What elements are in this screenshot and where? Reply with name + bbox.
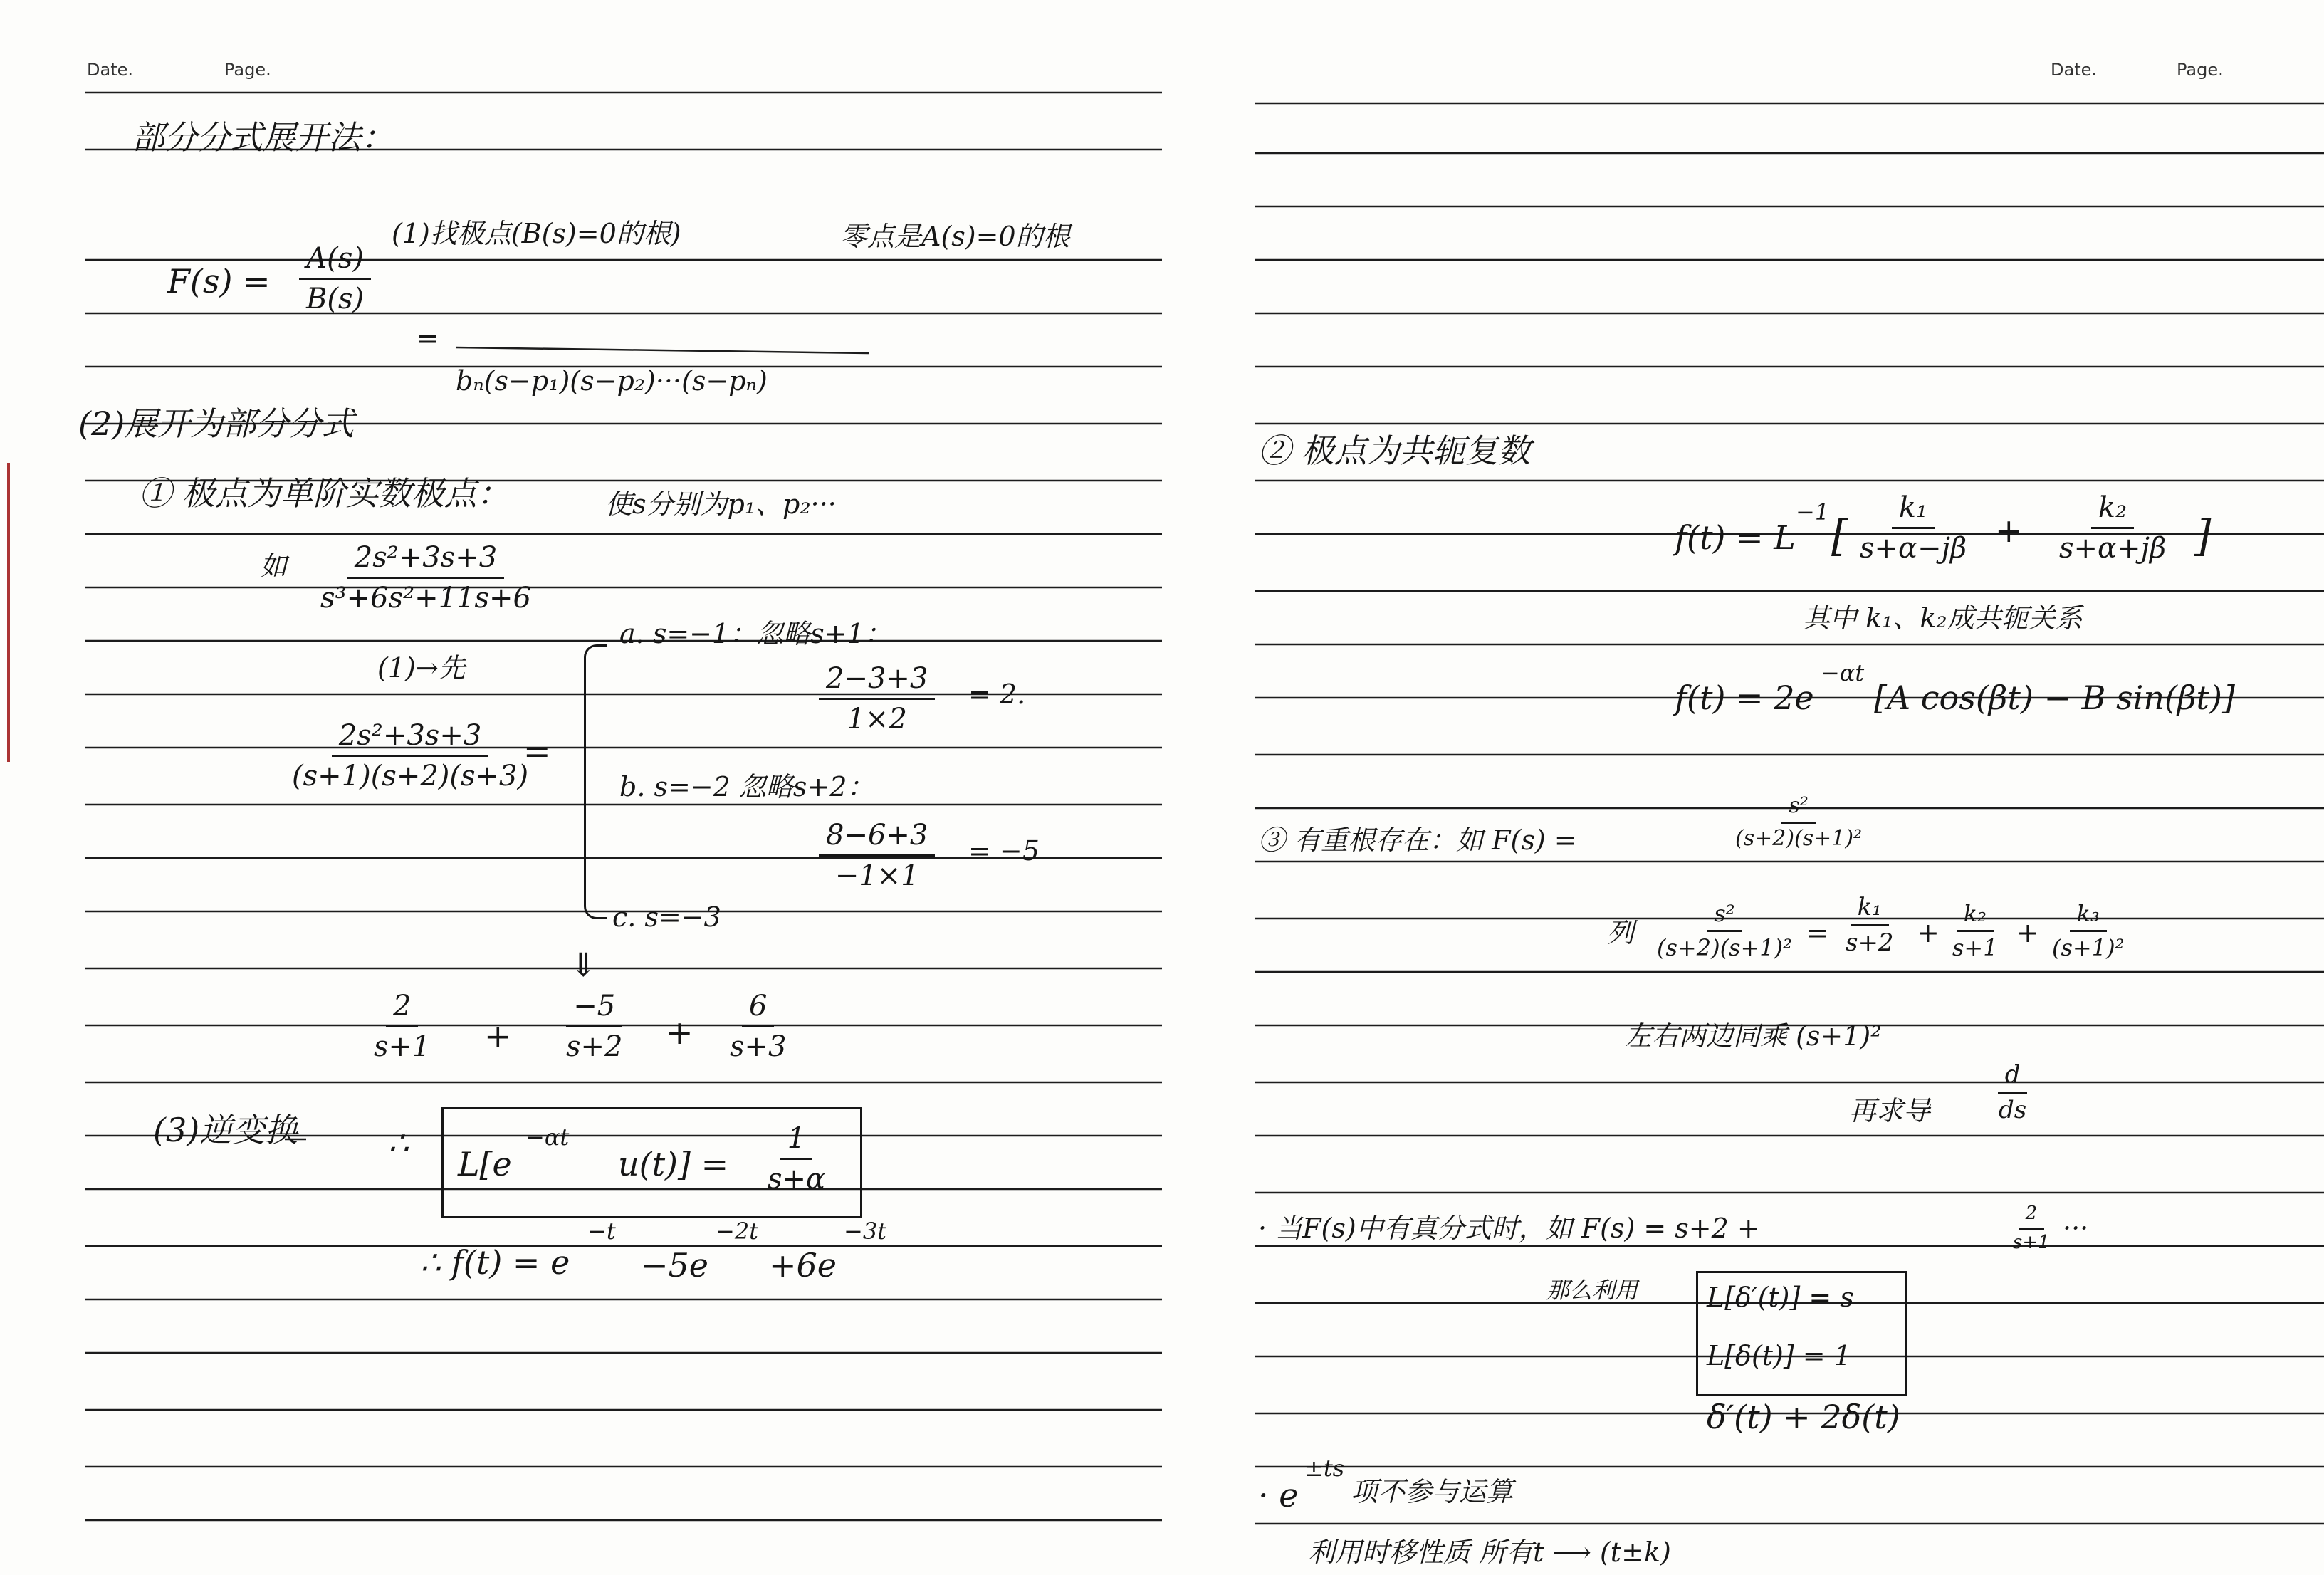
boxed-rhs-fraction <box>760 1122 832 1195</box>
right-notebook-page <box>1162 0 2324 1575</box>
derivative-operator <box>1991 1061 2034 1124</box>
final-term-2: −5e <box>641 1246 709 1284</box>
case-b-numerator: 8−6+3 <box>819 819 935 857</box>
step1-label: (1)找极点(B(s)=0的根) <box>392 218 681 249</box>
k1-denominator: s+α−jβ <box>1860 532 1967 565</box>
ft-prefix: f(t) = L <box>1675 518 1796 557</box>
final-f-prefix: ∴ f(t) = e <box>420 1243 570 1282</box>
page-label: Page. <box>224 60 271 80</box>
case-b-denominator: −1×1 <box>834 859 919 892</box>
lie-fraction <box>1650 901 1799 961</box>
case3-label: ③ 有重根存在：如 F(s) = <box>1258 825 1577 856</box>
factored-denominator: bₙ(s−p₁)(s−p₂)···(s−pₙ) <box>456 365 768 397</box>
k1-fraction <box>1853 491 1974 565</box>
result-term-1-num: 2 <box>386 990 418 1027</box>
result-term-3-num: 6 <box>742 990 774 1027</box>
therefore-symbol: ∴ <box>388 1124 409 1162</box>
lie-numerator: s² <box>1707 901 1742 932</box>
delta-box-line1: L[δ′(t)] = s <box>1707 1282 1854 1313</box>
lie-denominator: (s+2)(s+1)² <box>1657 933 1792 961</box>
final-exp-1: −t <box>587 1218 616 1245</box>
derivative-note: 再求导 <box>1849 1095 1931 1126</box>
case-b-fraction <box>819 819 935 892</box>
plus-sign-3: + <box>1995 511 2023 550</box>
final-term-3: +6e <box>769 1246 837 1284</box>
case1-label: ① 极点为单阶实数极点： <box>139 474 510 513</box>
fs-numerator: A(s) <box>299 242 371 280</box>
step2-label: (2)展开为部分分式 <box>78 404 355 443</box>
boxed-mid: u(t)] = <box>618 1145 729 1183</box>
improper-denominator: s+1 <box>2013 1231 2050 1253</box>
k3-term <box>2045 901 2131 961</box>
bracket-open: [ <box>1831 511 1848 561</box>
case3-numerator: s² <box>1781 794 1815 824</box>
down-arrow: ⇓ <box>570 946 597 984</box>
boxed-rhs-numerator: 1 <box>780 1122 812 1160</box>
section-title: 部分分式展开法： <box>132 118 394 157</box>
k2-term <box>1945 901 2005 961</box>
k1-term-den: s+2 <box>1846 928 1894 958</box>
k1-numerator: k₁ <box>1892 491 1935 529</box>
final-exp-3: −3t <box>844 1218 887 1245</box>
use-label: 那么利用 <box>1546 1277 1638 1304</box>
k3-term-den: (s+1)² <box>2052 933 2125 961</box>
zeros-note: 零点是A(s)=0的根 <box>840 221 1070 252</box>
final-exp-2: −2t <box>716 1218 759 1245</box>
plus-sign-1: + <box>484 1017 512 1055</box>
margin-mark <box>7 463 10 762</box>
cases-brace <box>584 644 607 919</box>
example-numerator: 2s²+3s+3 <box>347 541 504 579</box>
ft2-exponent: −αt <box>1821 659 1865 686</box>
result-term-1 <box>367 990 438 1063</box>
ft2-body: [A cos(βt) − B sin(βt)] <box>1874 679 2235 717</box>
arrow-label: (1)→先 <box>377 652 466 684</box>
exp-term: · e <box>1258 1476 1299 1514</box>
case2-label: ② 极点为共轭复数 <box>1258 431 1531 470</box>
result-term-3-den: s+3 <box>730 1030 787 1063</box>
d-denominator: ds <box>1999 1096 2027 1125</box>
linv-exponent: −1 <box>1796 498 1830 525</box>
improper-numerator: 2 <box>2019 1203 2045 1230</box>
case3-denominator: (s+2)(s+1)² <box>1735 825 1863 851</box>
factored-denominator-ex: (s+1)(s+2)(s+3) <box>292 760 529 792</box>
step3-label: (3)逆变换 <box>153 1111 298 1149</box>
delta-box-line2: L[δ(t)] = 1 <box>1707 1340 1851 1371</box>
case-a-numerator: 2−3+3 <box>819 662 935 700</box>
case-a-denominator: 1×2 <box>847 703 907 736</box>
case-c: c. s=−3 <box>612 901 721 933</box>
case-b: b. s=−2 忽略s+2： <box>619 771 874 802</box>
k2-term-num: k₂ <box>1957 901 1994 932</box>
k2-denominator: s+α+jβ <box>2059 532 2167 565</box>
plus-sign-4: + <box>1917 917 1940 948</box>
boxed-lhs: L[e <box>458 1145 512 1183</box>
plus-sign-2: + <box>666 1013 693 1052</box>
date-label-right: Date. <box>2051 60 2097 80</box>
factored-numerator: 2s²+3s+3 <box>332 719 488 757</box>
factored-example-fraction <box>285 719 535 792</box>
case-b-result: = −5 <box>968 835 1040 867</box>
delta-box <box>1696 1271 1907 1396</box>
equals-sign-2: = <box>523 732 551 770</box>
k2-fraction <box>2052 491 2173 565</box>
case-a-fraction <box>819 662 935 736</box>
fs-label: F(s) = <box>167 262 271 300</box>
k2-numerator: k₂ <box>2091 491 2134 529</box>
boxed-rhs-denominator: s+α <box>768 1163 826 1195</box>
delta-result: δ′(t) + 2δ(t) <box>1707 1398 1900 1436</box>
boxed-exponent: −αt <box>525 1124 570 1151</box>
date-label: Date. <box>87 60 133 80</box>
fs-fraction <box>299 242 371 315</box>
result-term-3 <box>723 990 794 1063</box>
improper-fraction <box>2006 1203 2057 1254</box>
fs-denominator: B(s) <box>306 283 365 315</box>
time-shift-note: 利用时移性质 所有t ⟶ (t±k) <box>1308 1537 1671 1568</box>
d-numerator: d <box>1998 1061 2028 1094</box>
boxed-laplace-formula <box>441 1107 862 1218</box>
k1-term <box>1838 894 1901 957</box>
result-term-2 <box>559 990 630 1063</box>
bracket-close: ] <box>2194 511 2212 561</box>
page-label-right: Page. <box>2177 60 2224 80</box>
multiply-note: 左右两边同乘 (s+1)² <box>1625 1020 1882 1052</box>
k2-term-den: s+1 <box>1952 933 1998 961</box>
result-term-2-num: −5 <box>566 990 622 1027</box>
example-label: 如 <box>260 550 288 582</box>
example-denominator: s³+6s²+11s+6 <box>320 582 531 614</box>
equals-sign: = <box>417 323 439 354</box>
k3-term-num: k₃ <box>2070 901 2107 932</box>
improper-note: · 当F(s)中有真分式时，如 F(s) = s+2 + <box>1258 1213 1760 1244</box>
exp-term-sup: ±ts <box>1304 1455 1345 1482</box>
improper-dots: ··· <box>2063 1213 2089 1244</box>
list-label: 列 <box>1607 917 1635 948</box>
example-fraction <box>313 541 538 614</box>
plus-sign-5: + <box>2016 917 2039 948</box>
ft2-prefix: f(t) = 2e <box>1675 679 1814 717</box>
case1-note: 使s分别为p₁、p₂··· <box>605 488 837 520</box>
case3-fraction <box>1728 794 1869 851</box>
case-a: a. s=−1：忽略s+1： <box>619 618 891 649</box>
exp-term-note: 项不参与运算 <box>1351 1476 1514 1507</box>
k1-term-num: k₁ <box>1851 894 1889 926</box>
equals-sign-3: = <box>1806 917 1829 948</box>
result-term-2-den: s+2 <box>566 1030 623 1063</box>
case-a-result: = 2. <box>968 679 1026 710</box>
k-conjugate-note: 其中 k₁、k₂成共轭关系 <box>1803 602 2083 634</box>
result-term-1-den: s+1 <box>374 1030 431 1063</box>
